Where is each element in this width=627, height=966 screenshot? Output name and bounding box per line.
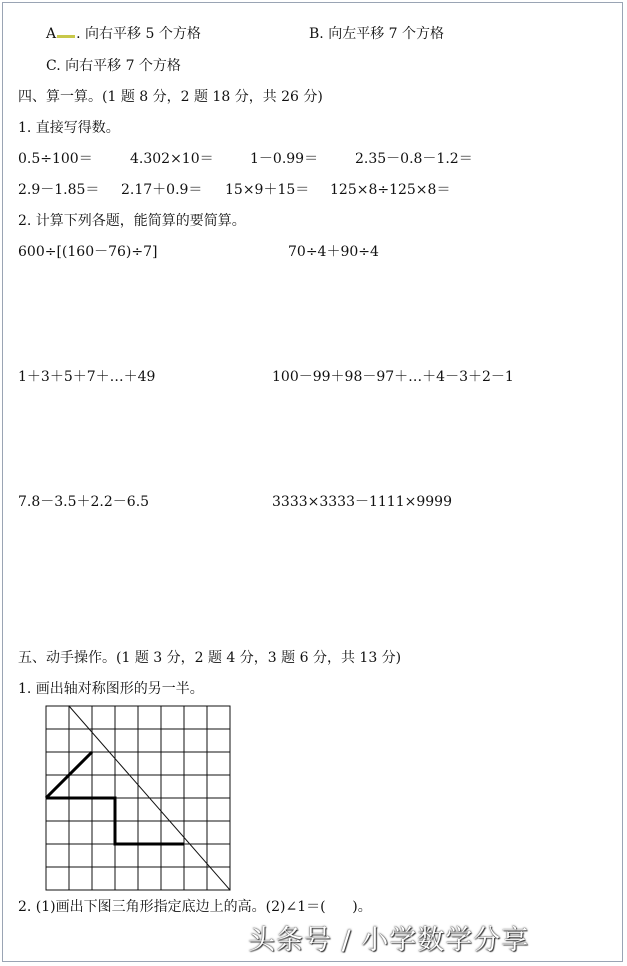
oral-calc-3: 1－0.99＝ — [250, 151, 319, 167]
choice-a-underline — [57, 35, 75, 38]
oral-calc-2: 4.302×10＝ — [130, 151, 214, 167]
section5-q1: 1. 画出轴对称图形的另一半。 — [18, 681, 204, 697]
calc-item-5: 7.8－3.5＋2.2－6.5 — [18, 494, 150, 510]
section5-q2: 2. (1)画出下图三角形指定底边上的高。(2)∠1＝( )。 — [18, 899, 372, 915]
choice-c: C. 向右平移 7 个方格 — [46, 58, 181, 74]
oral-calc-7: 15×9＋15＝ — [225, 182, 310, 198]
calc-item-2: 70÷4＋90÷4 — [288, 244, 379, 260]
section4-q2: 2. 计算下列各题，能简算的要简算。 — [18, 213, 246, 229]
calc-item-3: 1＋3＋5＋7＋…＋49 — [18, 369, 156, 385]
oral-calc-1: 0.5÷100＝ — [18, 151, 93, 167]
symmetry-grid — [45, 705, 235, 899]
oral-calc-5: 2.9－1.85＝ — [18, 182, 100, 198]
symmetry-grid-drawing — [45, 705, 235, 895]
choice-a-text: . 向右平移 5 个方格 — [76, 26, 201, 42]
choice-b: B. 向左平移 7 个方格 — [309, 26, 444, 42]
watermark-text: 头条号 / 小学数学分享 — [248, 925, 530, 956]
choice-a — [46, 25, 201, 43]
section5-heading: 五、动手操作。(1 题 3 分，2 题 4 分，3 题 6 分，共 13 分) — [18, 650, 402, 666]
section4-q1: 1. 直接写得数。 — [18, 120, 120, 136]
oral-calc-8: 125×8÷125×8＝ — [330, 182, 451, 198]
choice-a-letter: A — [46, 26, 57, 42]
oral-calc-6: 2.17＋0.9＝ — [121, 182, 203, 198]
calc-item-4: 100－99＋98－97＋…＋4－3＋2－1 — [272, 369, 514, 385]
calc-item-6: 3333×3333－1111×9999 — [272, 494, 452, 510]
section4-heading: 四、算一算。(1 题 8 分，2 题 18 分，共 26 分) — [18, 89, 323, 105]
calc-item-1: 600÷[(160－76)÷7] — [18, 244, 158, 260]
oral-calc-4: 2.35－0.8－1.2＝ — [355, 151, 473, 167]
